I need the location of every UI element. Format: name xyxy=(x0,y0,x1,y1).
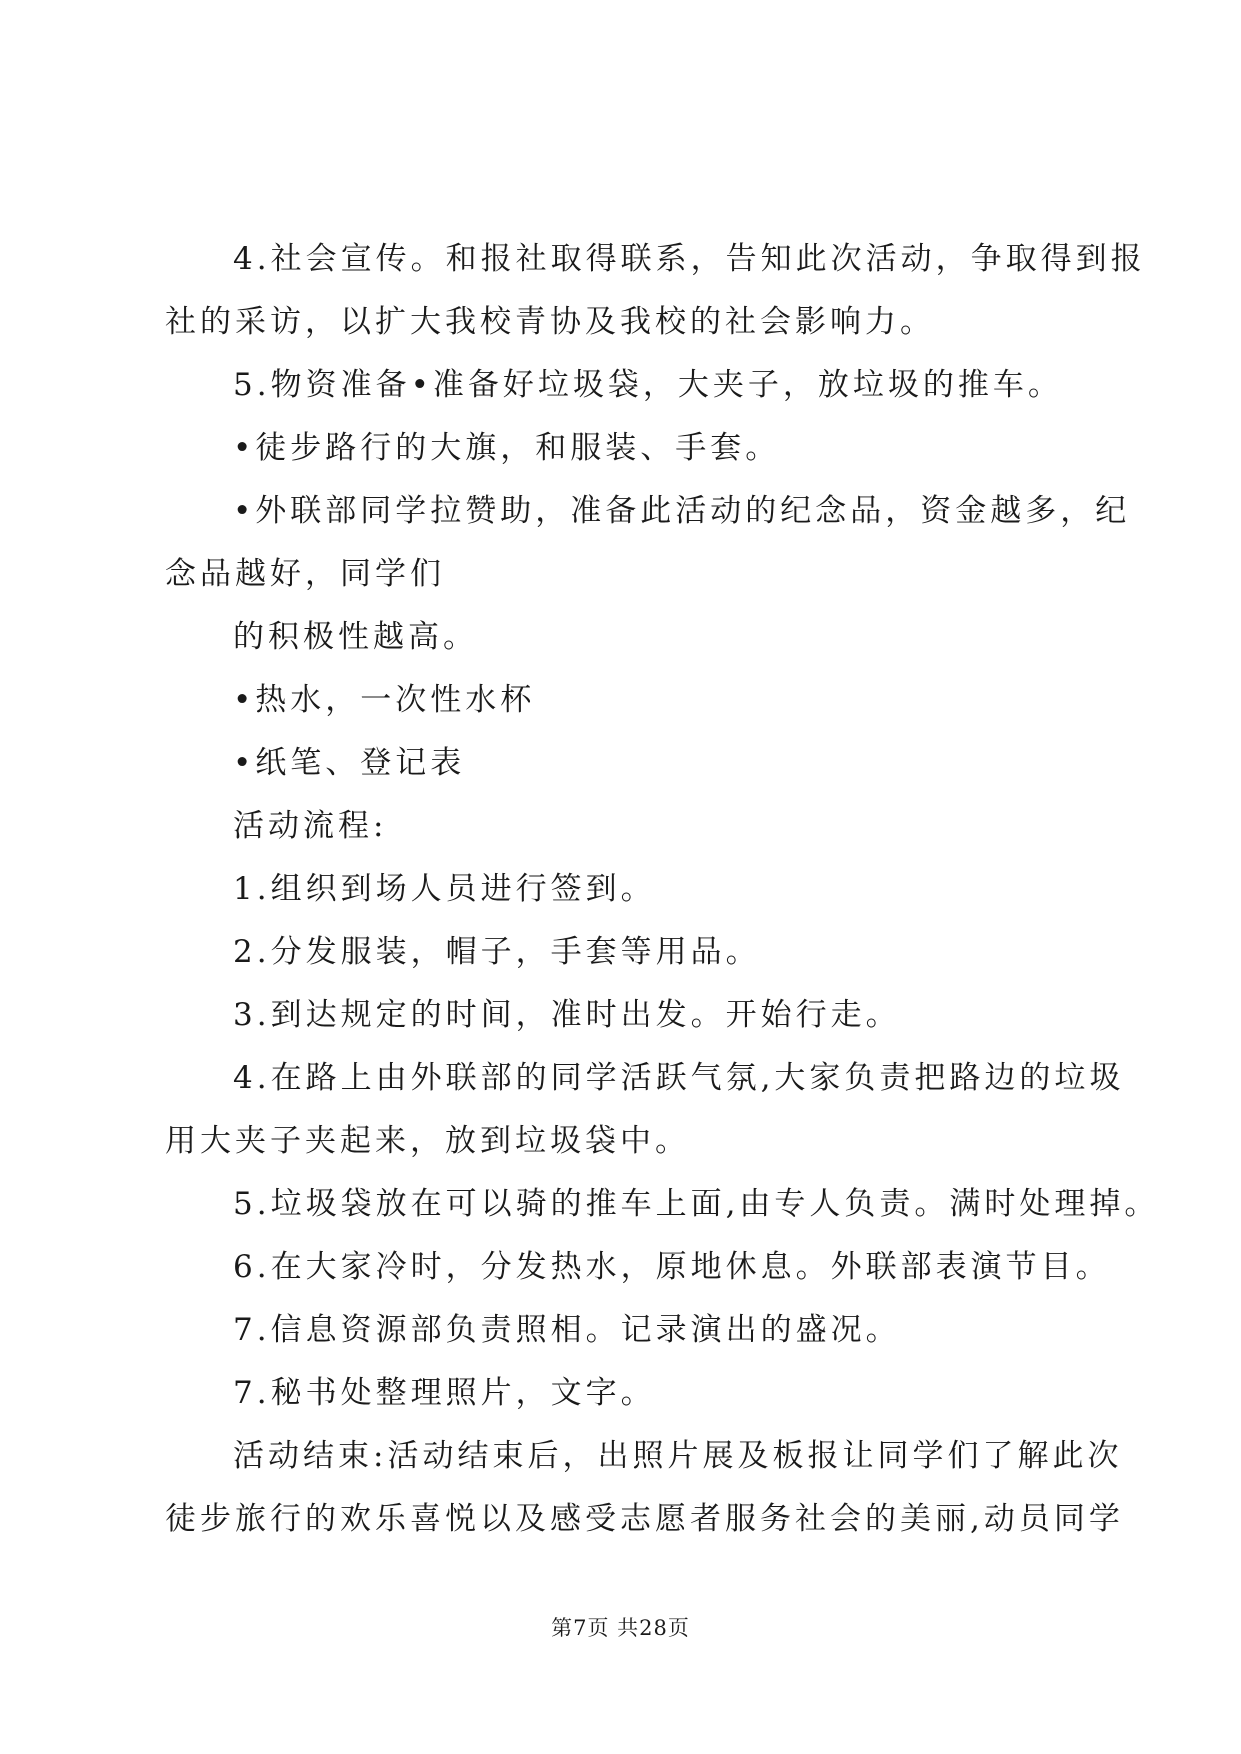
text-line: 用大夹子夹起来，放到垃圾袋中。 xyxy=(165,1123,690,1159)
body-text xyxy=(165,228,1160,1551)
text-line: 2.分发服装，帽子，手套等用品。 xyxy=(233,934,761,970)
text-line: •外联部同学拉赞助，准备此活动的纪念品，资金越多，纪 xyxy=(233,493,1131,529)
text-line: 4.在路上由外联部的同学活跃气氛,大家负责把路边的垃圾 xyxy=(233,1060,1125,1096)
text-line: 5.物资准备•准备好垃圾袋，大夹子，放垃圾的推车。 xyxy=(233,367,1063,403)
text-line: 1.组织到场人员进行签到。 xyxy=(233,871,656,907)
text-line: •热水，一次性水杯 xyxy=(233,682,536,718)
text-line: 7.秘书处整理照片，文字。 xyxy=(233,1375,656,1411)
text-line: 活动结束:活动结束后，出照片展及板报让同学们了解此次 xyxy=(233,1438,1123,1474)
text-line: 4.社会宣传。和报社取得联系，告知此次活动，争取得到报 xyxy=(233,241,1146,277)
text-line: 3.到达规定的时间，准时出发。开始行走。 xyxy=(233,997,901,1033)
text-line: •徒步路行的大旗，和服装、手套。 xyxy=(233,430,781,466)
text-line: 念品越好，同学们 xyxy=(165,556,445,592)
text-line: 的积极性越高。 xyxy=(233,619,478,655)
text-line: 社的采访，以扩大我校青协及我校的社会影响力。 xyxy=(165,304,935,340)
text-line: 5.垃圾袋放在可以骑的推车上面,由专人负责。满时处理掉。 xyxy=(233,1186,1160,1222)
text-line: •纸笔、登记表 xyxy=(233,745,466,781)
text-line: 6.在大家冷时，分发热水，原地休息。外联部表演节目。 xyxy=(233,1249,1111,1285)
section-heading: 活动流程: xyxy=(233,808,388,844)
page-number: 第7页 共28页 xyxy=(551,1616,690,1640)
text-line: 7.信息资源部负责照相。记录演出的盛况。 xyxy=(233,1312,901,1348)
text-line: 徒步旅行的欢乐喜悦以及感受志愿者服务社会的美丽,动员同学 xyxy=(165,1501,1124,1537)
